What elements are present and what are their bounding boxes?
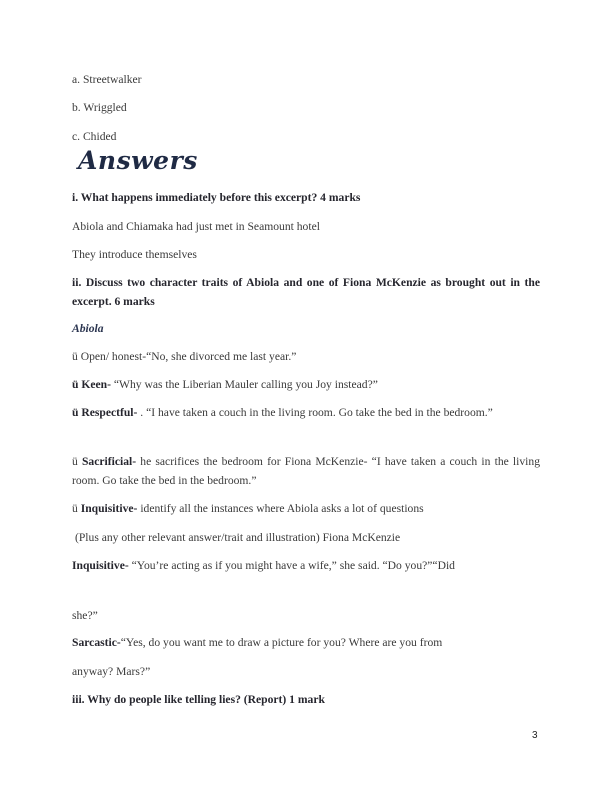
question-1: i. What happens immediately before this excerpt? 4 marks <box>72 191 361 204</box>
answer-1-line-1: Abiola and Chiamaka had just met in Seamount hotel <box>72 220 320 233</box>
page-number: 3 <box>532 730 538 741</box>
fiona-trait-sarcastic: Sarcastic-“Yes, do you want me to draw a picture for you? Where are you from <box>72 636 443 649</box>
question-3: iii. Why do people like telling lies? (Report) 1 mark <box>72 693 325 706</box>
vocab-item-b: b. Wriggled <box>72 101 127 114</box>
vocab-item-c: c. Chided <box>72 130 117 143</box>
trait-open: ü Open/ honest-“No, she divorced me last year.” <box>72 350 297 363</box>
question-2: ii. Discuss two character traits of Abiola and one of Fiona McKenzie as brought out in the excerpt. 6 marks <box>72 276 540 308</box>
vocab-item-a: a. Streetwalker <box>72 73 142 86</box>
trait-respectful: ü Respectful- . “I have taken a couch in the living room. Go take the bed in the bedroom.” <box>72 406 493 419</box>
trait-keen: ü Keen- “Why was the Liberian Mauler calling you Joy instead?” <box>72 378 378 391</box>
fiona-trait-sarcastic-cont: anyway? Mars?” <box>72 665 151 678</box>
note: (Plus any other relevant answer/trait and illustration) Fiona McKenzie <box>75 531 401 544</box>
answers-heading: Answers <box>78 146 198 175</box>
answer-1-line-2: They introduce themselves <box>72 248 197 261</box>
fiona-trait-inquisitive-cont: she?” <box>72 609 98 622</box>
trait-sacrificial: ü Sacrificial- he sacrifices the bedroom for Fiona McKenzie- “I have taken a couch in the living room. Go take the bed in the bedroom.” <box>72 455 540 487</box>
fiona-trait-inquisitive: Inquisitive- “You’re acting as if you might have a wife,” she said. “Do you?”“Did <box>72 559 455 572</box>
trait-inquisitive: ü Inquisitive- identify all the instances where Abiola asks a lot of questions <box>72 502 424 515</box>
subheading-abiola: Abiola <box>72 322 104 335</box>
